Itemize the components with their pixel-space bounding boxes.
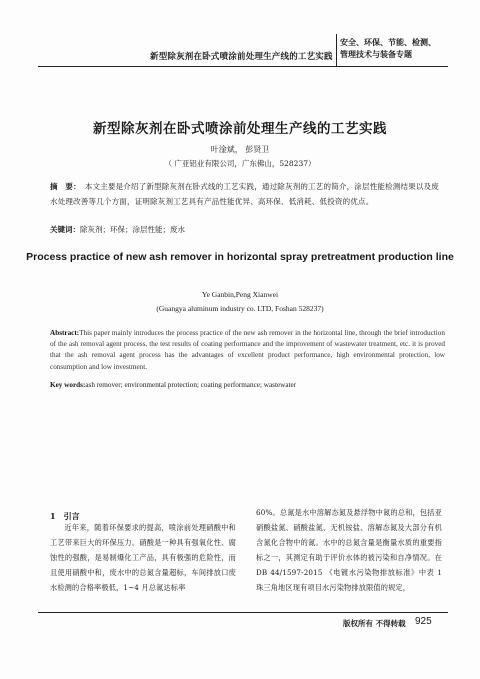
footer-rule	[38, 612, 448, 613]
chinese-keywords	[50, 224, 445, 235]
header-divider	[336, 34, 337, 66]
page-number: 925	[415, 616, 432, 627]
column-head-line-1: 安全、环保、节能、检测、	[340, 37, 436, 47]
body-column-left	[50, 520, 236, 595]
column-head	[340, 36, 436, 60]
english-abstract	[50, 328, 445, 373]
body-paragraph-left: 近年来，随着环保要求的提高，喷涂前处理硝酸中和工艺带来巨大的环保压力。硝酸是一种具有强氧化性、腐蚀性的强酸，是易制爆化工产品，具有极强的危险性，而且使用硝酸中和，废水中的总氮含量超标，车间排放口废水检测的合格率极低，1~4 月总氮达标率	[50, 523, 236, 592]
chinese-keywords-label: 关键词：	[50, 225, 80, 234]
english-keywords-label: Key words:	[50, 381, 86, 389]
chinese-title: 新型除灰剂在卧式喷涂前处理生产线的工艺实践	[93, 121, 387, 137]
english-abstract-text: This paper mainly introduces the process practice of the new ash remover in the horizontal line, through the brief introduction of the ash removal agent process, the test results of coating performance and the improvement of wastewater treatment, etc. it is proved that the ash removal agent process has the advantages of excellent product performance, high environmental protection, low consumption and low investment.	[50, 329, 445, 371]
chinese-abstract-label: 摘 要：	[50, 182, 81, 191]
chinese-abstract	[50, 179, 445, 209]
chinese-authors: 叶淦斌， 彭贤卫	[210, 145, 270, 154]
section-heading: 1 引言	[50, 511, 80, 521]
running-head: 新型除灰剂在卧式喷涂前处理生产线的工艺实践	[150, 52, 333, 62]
chinese-keywords-text: 除灰剂；环保；涂层性能；废水	[80, 225, 185, 234]
english-keywords-text: ash remover; environmental protection; coating performance; wastewater	[85, 381, 297, 389]
body-paragraph-right: 60%。总氮是水中溶解态氮及悬浮物中氮的总和，包括亚硝酸盐氮、硝酸盐氮、无机铵盐、溶解态氮及大部分有机含氮化合物中的氮。水中的总氮含量是衡量水质的重要指标之一，其测定有助于评价水体的被污染和自净情况。在 DB 44/1597-2015 《电镀水污染物排放标准》中表 1 珠三角地区现有项目水污染物排放限值的规定，	[256, 508, 442, 592]
english-title: Process practice of new ash remover in horizontal spray pretreatment production line	[26, 251, 454, 263]
english-affiliation: (Guangya aluminum industry co. LTD, Foshan 528237)	[156, 304, 324, 313]
header-rule	[38, 66, 448, 67]
chinese-affiliation: （ 广亚铝业有限公司，广东佛山，528237）	[164, 159, 316, 168]
body-column-right	[256, 505, 442, 595]
chinese-abstract-text: 本文主要是介绍了新型除灰剂在卧式线的工艺实践，通过除灰剂的工艺的简介，涂层性能检测结果以及废水处理改善等几个方面，证明除灰剂工艺具有产品性能优异、高环保、低消耗、低投资的优点。	[50, 182, 440, 206]
copyright-notice: 版权所有 不得转载	[343, 619, 406, 628]
column-head-line-2: 管理技术与装备专题	[340, 49, 412, 59]
english-keywords	[50, 381, 445, 389]
english-authors: Ye Ganbin,Peng Xianwei	[201, 290, 279, 299]
english-abstract-label: Abstract:	[50, 329, 80, 337]
